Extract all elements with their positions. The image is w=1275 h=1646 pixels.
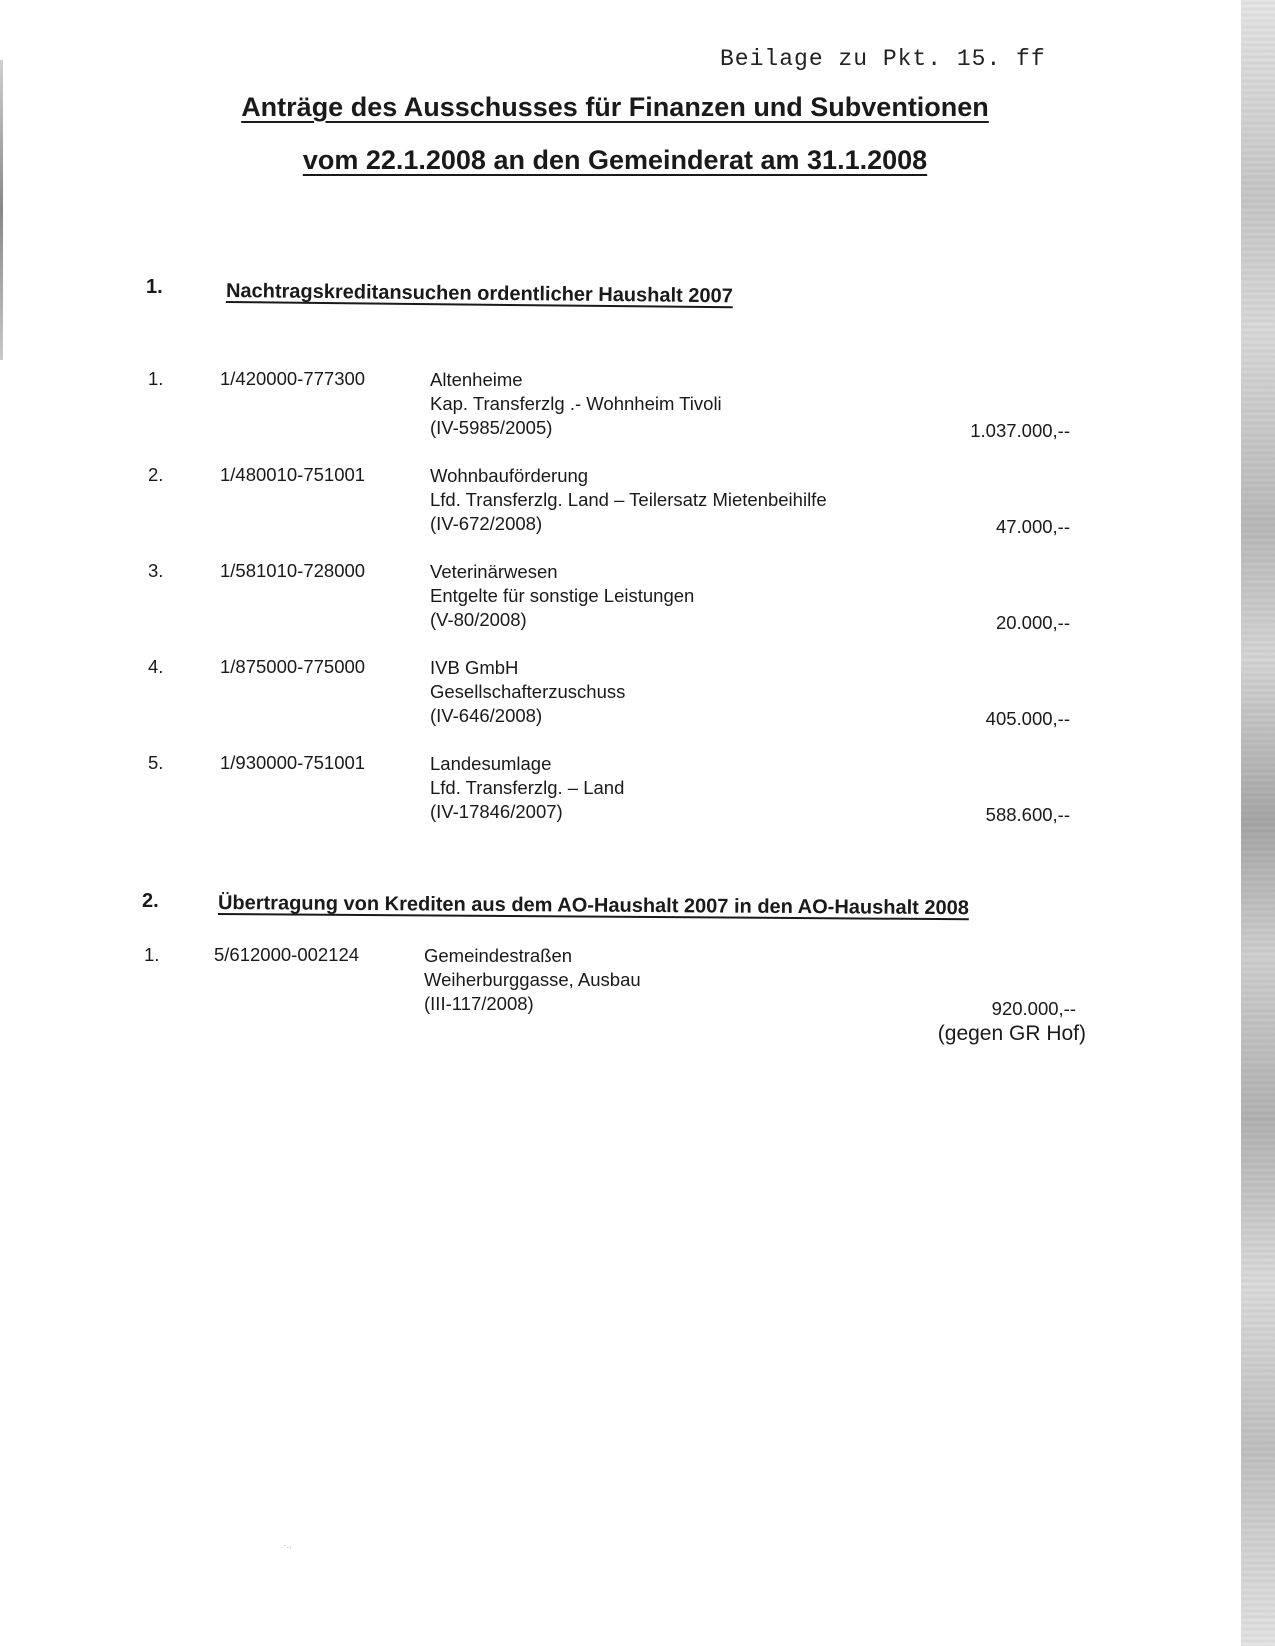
description-line: (IV-646/2008) xyxy=(430,705,543,726)
item-amount: 588.600,-- xyxy=(985,804,1070,825)
item-amount: 405.000,-- xyxy=(985,708,1070,729)
document-title-line1: Anträge des Ausschusses für Finanzen und Subventionen xyxy=(241,92,989,122)
attachment-stamp: Beilage zu Pkt. 15. ff xyxy=(720,46,1046,72)
account-number: 1/420000-777300 xyxy=(220,368,366,389)
section-2-number: 2. xyxy=(142,890,159,912)
scan-edge-right xyxy=(1241,0,1275,1646)
item-number: 1. xyxy=(148,368,164,389)
account-number: 1/930000-751001 xyxy=(220,752,366,773)
section-1-title: Nachtragskreditansuchen ordentlicher Haushalt 2007 xyxy=(225,280,733,308)
description-line: Entgelte für sonstige Leistungen xyxy=(430,585,695,606)
item-description xyxy=(430,368,722,440)
item-description xyxy=(430,464,827,536)
description-line: Lfd. Transferzlg. – Land xyxy=(430,777,625,798)
item-note: (gegen GR Hof) xyxy=(937,1022,1086,1045)
list-item xyxy=(0,752,1180,842)
description-line: (IV-5985/2005) xyxy=(430,417,553,438)
list-item xyxy=(0,560,1180,650)
list-item xyxy=(0,656,1180,746)
item-amount: 47.000,-- xyxy=(995,516,1070,537)
description-line: Altenheime xyxy=(430,369,523,390)
description-line: Gemeindestraßen xyxy=(424,945,573,966)
list-item xyxy=(0,944,1180,1054)
item-description xyxy=(430,656,625,728)
list-item xyxy=(0,368,1180,458)
description-line: Landesumlage xyxy=(430,753,552,774)
description-line: Veterinärwesen xyxy=(430,561,558,582)
description-line: (V-80/2008) xyxy=(430,609,527,630)
description-line: (III-117/2008) xyxy=(424,993,534,1014)
item-amount: 1.037.000,-- xyxy=(970,420,1070,441)
item-number: 5. xyxy=(148,752,164,773)
description-line: Wohnbauförderung xyxy=(430,465,589,486)
account-number: 1/480010-751001 xyxy=(220,464,366,485)
item-number: 2. xyxy=(148,464,164,485)
scan-speck: ·.. xyxy=(283,1540,292,1551)
item-number: 1. xyxy=(144,944,160,965)
section-1-number: 1. xyxy=(146,276,163,298)
description-line: Lfd. Transferzlg. Land – Teilersatz Mietenbeihilfe xyxy=(430,489,827,510)
account-number: 5/612000-002124 xyxy=(214,944,360,965)
account-number: 1/581010-728000 xyxy=(220,560,366,581)
description-line: (IV-672/2008) xyxy=(430,513,543,534)
description-line: (IV-17846/2007) xyxy=(430,801,563,822)
item-description xyxy=(430,752,624,824)
item-description xyxy=(424,944,641,1016)
item-amount: 20.000,-- xyxy=(995,612,1070,633)
description-line: Weiherburggasse, Ausbau xyxy=(424,969,641,990)
account-number: 1/875000-775000 xyxy=(220,656,366,677)
item-number: 4. xyxy=(148,656,164,677)
item-amount: 920.000,-- xyxy=(991,998,1076,1019)
description-line: Kap. Transferzlg .- Wohnheim Tivoli xyxy=(430,393,722,414)
item-number: 3. xyxy=(148,560,164,581)
list-item xyxy=(0,464,1180,554)
section-2-title: Übertragung von Krediten aus dem AO-Haushalt 2007 in den AO-Haushalt 2008 xyxy=(217,892,969,920)
item-description xyxy=(430,560,694,632)
description-line: Gesellschafterzuschuss xyxy=(430,681,626,702)
document-title-line2: vom 22.1.2008 an den Gemeinderat am 31.1.2008 xyxy=(302,145,928,175)
description-line: IVB GmbH xyxy=(430,657,519,678)
